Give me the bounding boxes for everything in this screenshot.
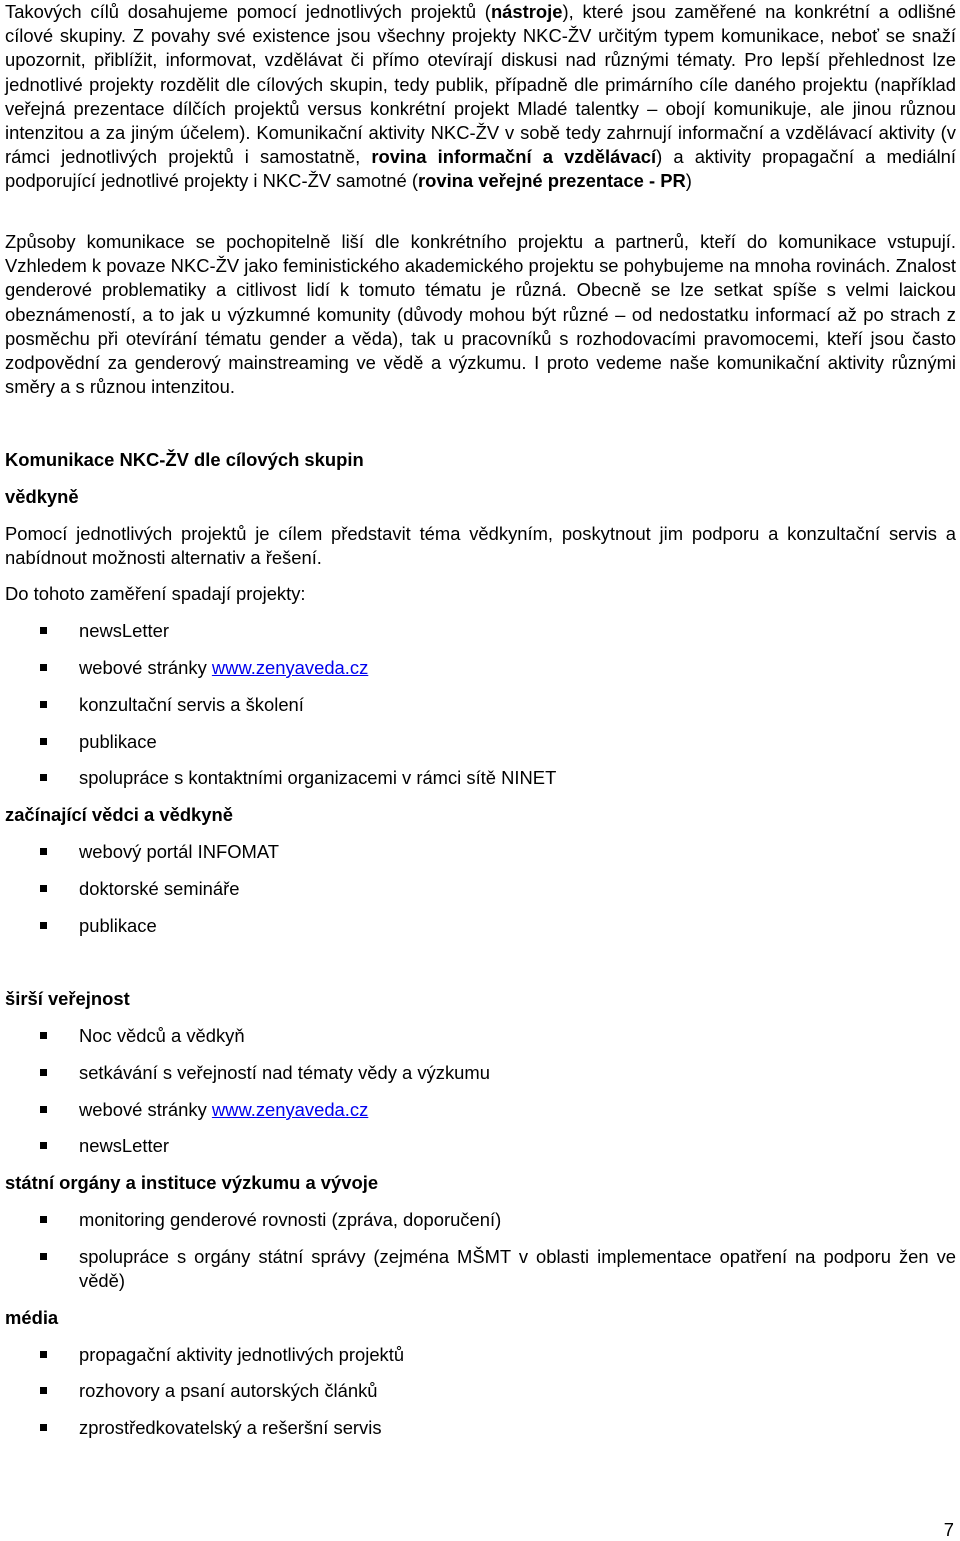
group-title-media: média — [5, 1307, 59, 1328]
bullet-icon — [40, 738, 47, 745]
group-description-scientists: Pomocí jednotlivých projektů je cílem představit téma vědkyním, poskytnout jim podporu a konzultační servis a nabídnout možnosti alternativ a řešení. — [5, 523, 956, 569]
intro-text-3: ) a aktivity propagační a mediální podporující jednotlivé projekty i NKC-ŽV samotné ( — [5, 146, 956, 192]
intro-text-1: Takových cílů dosahujeme pomocí jednotlivých projektů ( — [5, 1, 491, 22]
group-lead-scientists: Do tohoto zaměření spadají projekty: — [5, 583, 306, 604]
bullet-icon — [40, 774, 47, 781]
intro-text-2: ), které jsou zaměřené na konkrétní a odlišné cílové skupiny. Z povahy své existence jsou všechny projekty NKC-ŽV určitým typem komunikace, neboť se snaží upozornit, přiblížit, informovat, vzdělávat či přímo otevírají diskusi nad různými tématy. Pro lepší přehlednost lze jednotlivé projekty rozdělit dle cílových skupin, tedy publik, případně dle primárního cíle daného projektu (například veřejná prezentace dílčích projektů versus konkrétní projekt Mladé talentky – obojí komunikuje, ale jinou různou intenzitou a za jiným účelem). Komunikační aktivity NKC-ŽV v sobě tedy zahrnují informační a vzdělávací aktivity (v rámci jednotlivých projektů i samostatně, — [5, 1, 956, 168]
list-item: propagační aktivity jednotlivých projektů — [40, 1343, 956, 1367]
bullet-icon — [40, 848, 47, 855]
group-title-state-bodies: státní orgány a instituce výzkumu a vývoje — [5, 1172, 379, 1193]
website-link[interactable]: www.zenyaveda.cz — [211, 657, 369, 678]
list-item: spolupráce s orgány státní správy (zejména MŠMT v oblasti implementace opatření na podporu žen ve vědě) — [40, 1245, 956, 1293]
list-item: zprostředkovatelský a rešeršní servis — [40, 1416, 956, 1440]
list-item: newsLetter — [40, 619, 956, 643]
group-title-young-researchers: začínající vědci a vědkyně — [5, 804, 233, 825]
list-item: publikace — [40, 730, 956, 754]
bullet-icon — [40, 1387, 47, 1394]
bullet-icon — [40, 701, 47, 708]
list-item: publikace — [40, 914, 956, 938]
list-item: spolupráce s kontaktními organizacemi v rámci sítě NINET — [40, 766, 956, 790]
bullet-icon — [40, 1351, 47, 1358]
intro-text-4: ) — [685, 170, 692, 192]
bullet-icon — [40, 1253, 47, 1260]
list-item: setkávání s veřejností nad tématy vědy a výzkumu — [40, 1061, 956, 1085]
intro-bold-info-level: rovina informační a vzdělávací — [371, 146, 657, 168]
bullet-icon — [40, 1142, 47, 1149]
bullet-icon — [40, 1032, 47, 1039]
list-item: doktorské semináře — [40, 877, 956, 901]
bullet-icon — [40, 664, 47, 671]
bullet-icon — [40, 1424, 47, 1431]
list-item: webové stránky www.zenyaveda.cz — [40, 656, 956, 680]
bullet-icon — [40, 885, 47, 892]
bullet-icon — [40, 627, 47, 634]
bullet-icon — [40, 1069, 47, 1076]
section-title: Komunikace NKC-ŽV dle cílových skupin — [5, 449, 364, 470]
bullet-icon — [40, 1106, 47, 1113]
intro-paragraph — [5, 0, 956, 194]
list-item: konzultační servis a školení — [40, 693, 956, 717]
group-title-scientists: vědkyně — [5, 486, 79, 507]
list-item: webový portál INFOMAT — [40, 840, 956, 864]
group-title-public: širší veřejnost — [5, 988, 130, 1009]
page-number: 7 — [943, 1519, 954, 1540]
list-item: Noc vědců a vědkyň — [40, 1024, 956, 1048]
list-item: webové stránky www.zenyaveda.cz — [40, 1098, 956, 1122]
intro-bold-pr-level: rovina veřejné prezentace - PR — [417, 170, 686, 192]
bullet-icon — [40, 922, 47, 929]
list-item: rozhovory a psaní autorských článků — [40, 1379, 956, 1403]
list-item: newsLetter — [40, 1134, 956, 1158]
communication-paragraph: Způsoby komunikace se pochopitelně liší dle konkrétního projektu a partnerů, kteří do komunikace vstupují. Vzhledem k povaze NKC-ŽV jako feministického akademického projektu se pohybujeme na mnoha rovinách. Znalost genderové problematiky a citlivost lidí k tomuto tématu je různá. Obecně se lze setkat spíše s velmi laickou obeznámeností, a to jak u výzkumné komunity (důvody mohou být různé – od nedostatku informací až po strach z posměchu při otevírání tématu gender a věda), tak u pracovníků s rozhodovacími pravomocemi, kteří jsou často zodpovědní za genderový mainstreaming ve vědě a výzkumu. I proto vedeme naše komunikační aktivity různými směry a s různou intenzitou. — [5, 231, 956, 398]
website-link[interactable]: www.zenyaveda.cz — [211, 1099, 369, 1120]
bullet-icon — [40, 1216, 47, 1223]
intro-bold-tools: nástroje — [490, 1, 563, 22]
list-item: monitoring genderové rovnosti (zpráva, doporučení) — [40, 1208, 956, 1232]
